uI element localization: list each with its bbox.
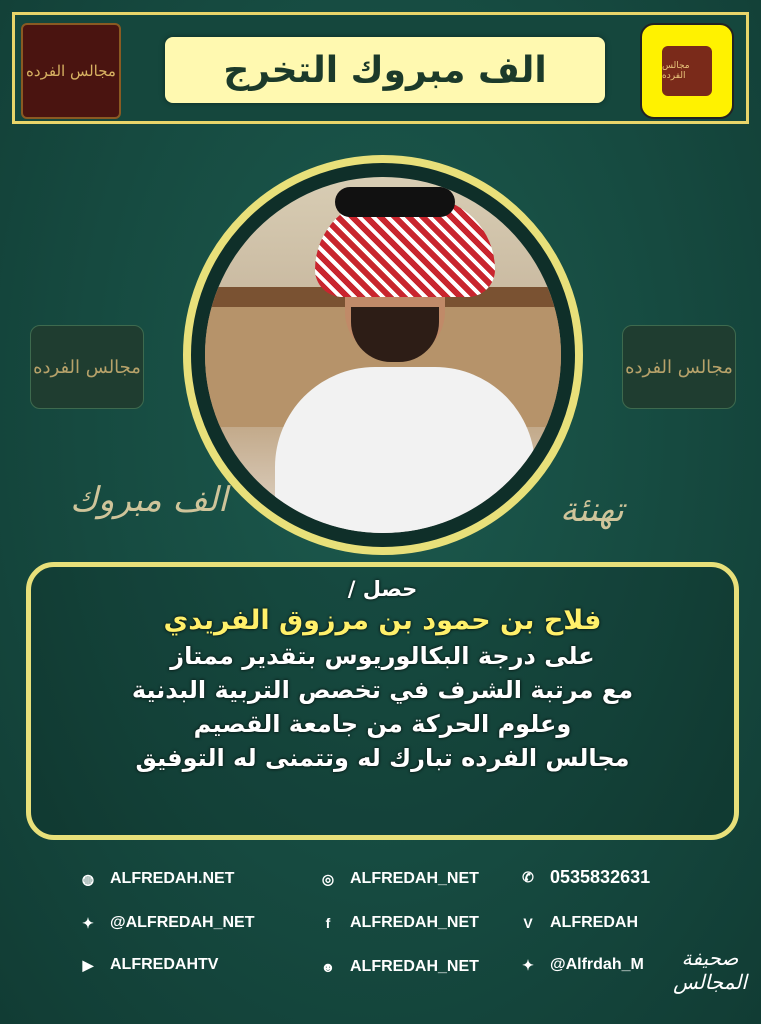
emblem-left [30, 325, 144, 409]
contact-whatsapp-text: 0535832631 [550, 866, 651, 887]
contact-website[interactable] [76, 867, 234, 891]
emblem-right [622, 325, 736, 409]
contact-twitter-2[interactable] [516, 953, 644, 977]
contact-vine-text: ALFREDAH [550, 914, 638, 931]
contact-twitter-text: @ALFREDAH_NET [110, 914, 255, 931]
calligraphy-left: الف مبروك [70, 480, 228, 520]
contact-facebook-text: ALFREDAH_NET [350, 914, 479, 931]
contact-instagram[interactable] [316, 867, 479, 891]
contact-snapchat[interactable] [316, 955, 479, 979]
announcement-line-2: مع مرتبة الشرف في تخصص التربية البدنية [131, 676, 634, 704]
majalis-logo-left [21, 23, 121, 119]
contact-vine[interactable] [516, 911, 638, 935]
twitter-icon: ✦ [82, 914, 94, 931]
header-banner [12, 12, 749, 124]
signature-logo: صحيفة المجالس [673, 946, 747, 994]
twitter-icon: ✦ [522, 956, 534, 973]
snapchat-code-logo[interactable] [640, 23, 734, 119]
contact-youtube[interactable] [76, 953, 218, 977]
announcement-line-1: على درجة البكالوريوس بتقدير ممتاز [170, 642, 595, 670]
globe-icon: ◍ [81, 870, 95, 887]
emblem-right-text: مجالس الفرده [625, 356, 733, 378]
contact-footer [0, 855, 761, 1024]
vine-icon: V [523, 915, 533, 931]
instagram-icon: ◎ [321, 870, 335, 887]
youtube-icon: ▶ [82, 956, 94, 973]
graduate-photo [205, 177, 561, 533]
contact-twitter-2-text: @Alfrdah_M [550, 956, 644, 973]
announcement-box [26, 562, 739, 840]
announcement-prefix: حصل / [347, 577, 418, 601]
contact-whatsapp[interactable] [516, 865, 650, 889]
contact-instagram-text: ALFREDAH_NET [350, 870, 479, 887]
announcement-line-4: مجالس الفرده تبارك له وتتمنى له التوفيق [135, 744, 630, 772]
contact-twitter[interactable] [76, 911, 255, 935]
emblem-left-text: مجالس الفرده [33, 356, 141, 378]
contact-snapchat-text: ALFREDAH_NET [350, 958, 479, 975]
whatsapp-icon: ✆ [522, 868, 534, 885]
photo-agal [335, 187, 455, 217]
logo-left-text: مجالس الفرده [26, 62, 116, 80]
contact-facebook[interactable] [316, 911, 479, 935]
photo-thobe [275, 367, 535, 533]
snapchat-icon: ☻ [320, 959, 336, 975]
page-title: الف مبروك التخرج [165, 37, 605, 103]
calligraphy-right: تهنئة [560, 490, 624, 530]
contact-youtube-text: ALFREDAHTV [110, 956, 219, 973]
announcement-line-3: وعلوم الحركة من جامعة القصيم [193, 710, 572, 738]
facebook-icon: f [325, 915, 331, 931]
contact-website-text: ALFREDAH.NET [110, 870, 235, 887]
portrait-frame [183, 155, 583, 555]
graduate-name: فلاح بن حمود بن مرزوق الفريدي [163, 605, 602, 636]
logo-right-text: مجالس الفرده [662, 46, 712, 96]
